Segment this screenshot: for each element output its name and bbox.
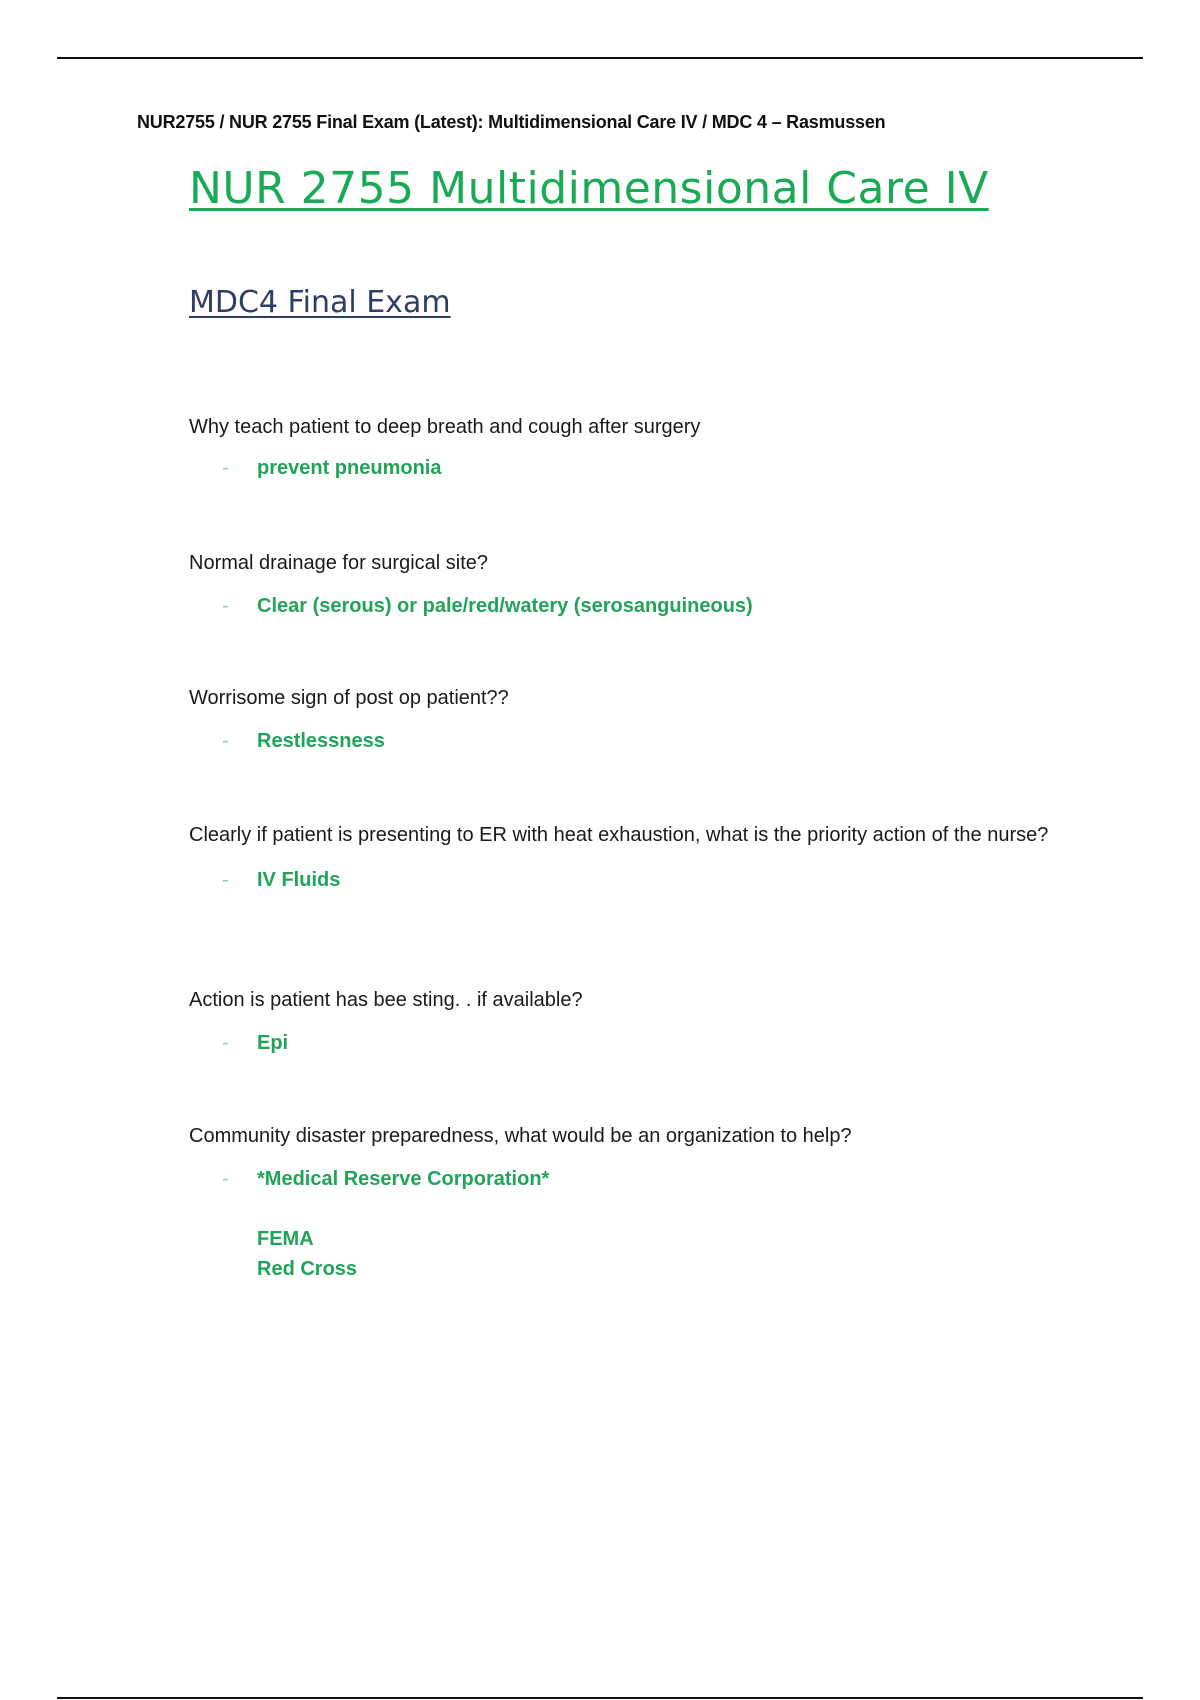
top-rule	[57, 57, 1143, 59]
bullet-dash-icon: -	[222, 869, 229, 891]
qa-item	[189, 1122, 1059, 1284]
additional-answer: FEMA	[257, 1228, 314, 1250]
question-text: Worrisome sign of post op patient??	[189, 687, 509, 709]
answer-item	[189, 453, 1059, 483]
answer-text: Restlessness	[257, 730, 385, 752]
question-text: Why teach patient to deep breath and cough after surgery	[189, 416, 701, 438]
document-title: NUR 2755 Multidimensional Care IV	[189, 163, 989, 214]
answer-item	[189, 865, 1059, 895]
bullet-dash-icon: -	[222, 595, 229, 617]
bullet-dash-icon: -	[222, 1032, 229, 1054]
answer-list	[189, 865, 1059, 895]
qa-item	[189, 986, 1059, 1058]
question-text: Clearly if patient is presenting to ER with heat exhaustion, what is the priority action of the nurse?	[189, 824, 1049, 846]
answer-list	[189, 1164, 1059, 1194]
qa-item	[189, 684, 1059, 756]
additional-answers	[189, 1224, 1059, 1284]
qa-item	[189, 413, 1059, 483]
additional-answer: Red Cross	[257, 1258, 358, 1280]
page-header: NUR2755 / NUR 2755 Final Exam (Latest): Multidimensional Care IV / MDC 4 – Rasmussen	[137, 112, 886, 132]
answer-item	[189, 1164, 1059, 1194]
answer-item	[189, 591, 1059, 621]
answer-text: prevent pneumonia	[257, 457, 442, 479]
answer-text: *Medical Reserve Corporation*	[257, 1168, 550, 1190]
bullet-dash-icon: -	[222, 457, 229, 479]
qa-item	[189, 821, 1059, 895]
bullet-dash-icon: -	[222, 1168, 229, 1190]
answer-list	[189, 453, 1059, 483]
question-text: Community disaster preparedness, what would be an organization to help?	[189, 1125, 852, 1147]
answer-text: Clear (serous) or pale/red/watery (serosanguineous)	[257, 595, 753, 617]
document-subtitle: MDC4 Final Exam	[189, 285, 451, 320]
bottom-rule	[57, 1697, 1143, 1699]
answer-item	[189, 1028, 1059, 1058]
question-text: Action is patient has bee sting. . if available?	[189, 989, 583, 1011]
answer-item	[189, 726, 1059, 756]
answer-text: Epi	[257, 1032, 289, 1054]
answer-list	[189, 591, 1059, 621]
answer-text: IV Fluids	[257, 869, 341, 891]
bullet-dash-icon: -	[222, 730, 229, 752]
question-text: Normal drainage for surgical site?	[189, 552, 489, 574]
answer-list	[189, 1028, 1059, 1058]
answer-list	[189, 726, 1059, 756]
qa-item	[189, 549, 1059, 621]
